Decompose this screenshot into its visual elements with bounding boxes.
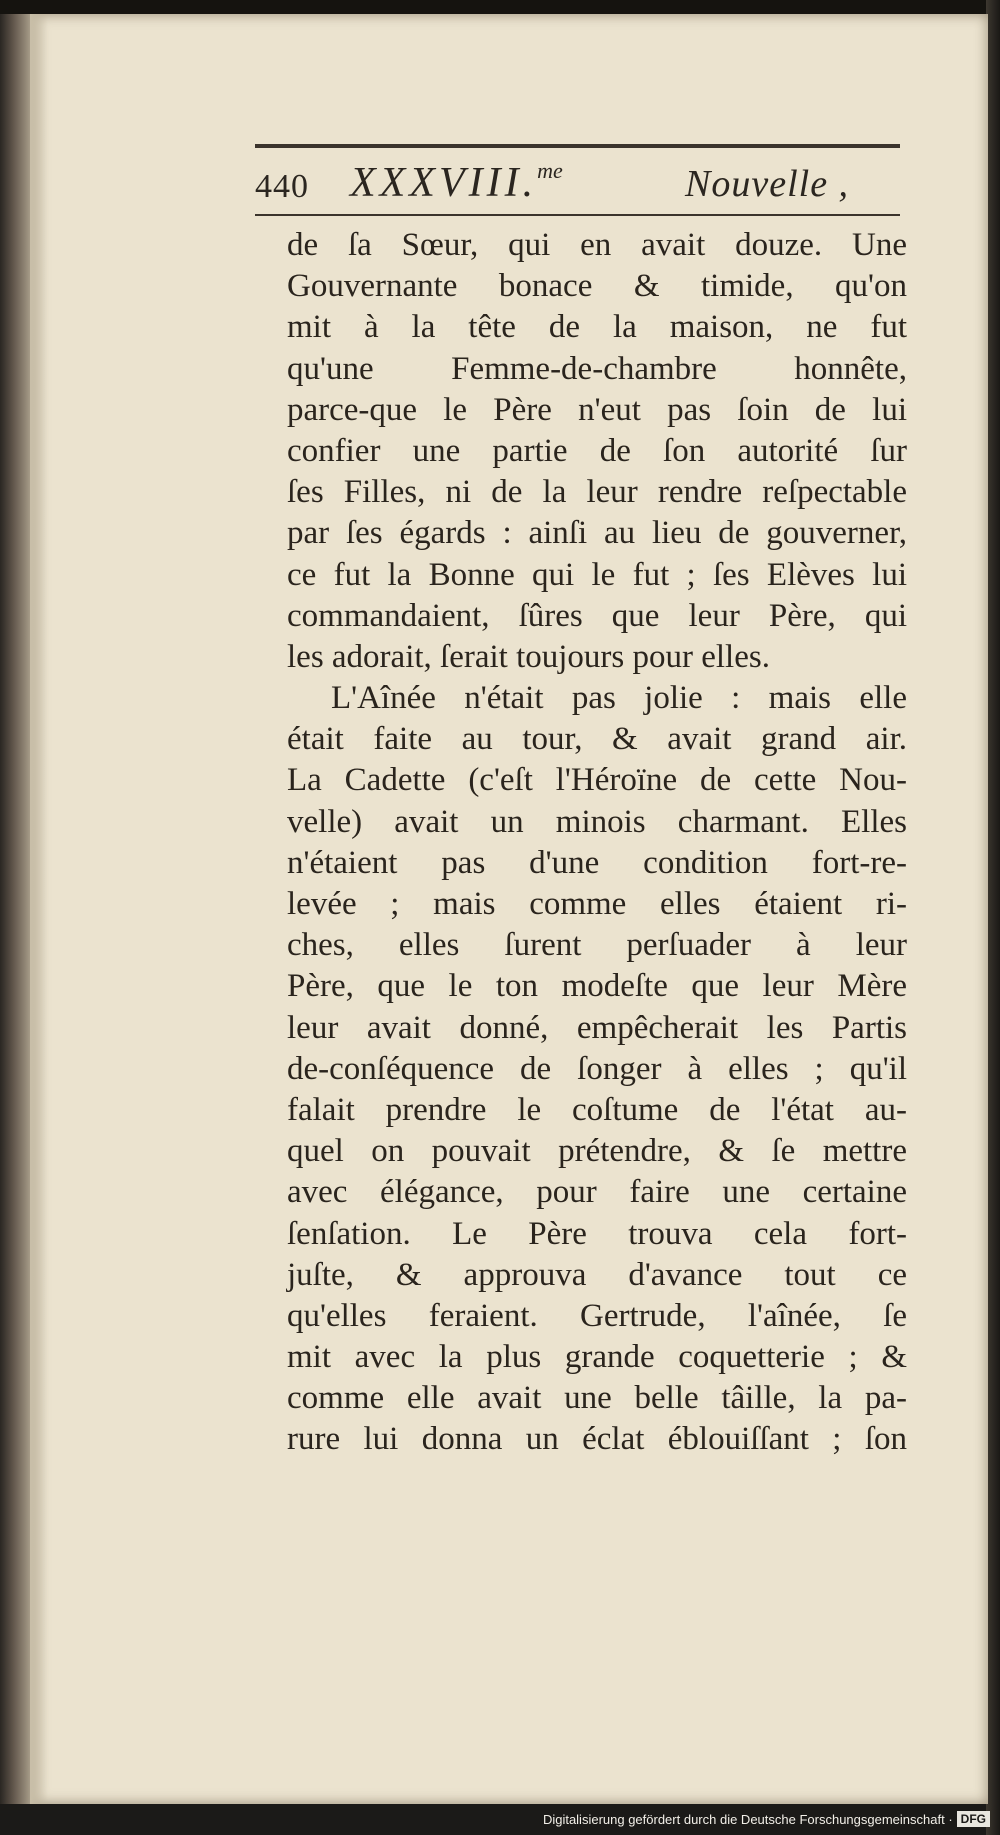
text-line: de ſa Sœur, qui en avait douze. Une — [287, 227, 907, 263]
body-text — [287, 225, 907, 1461]
text-line: n'étaient pas d'une condition fort-re- — [287, 844, 907, 881]
text-line: leur avait donné, empêcherait les Partis — [287, 1009, 907, 1046]
text-line: levée ; mais comme elles étaient ri- — [287, 886, 907, 922]
text-line: comme elle avait une belle tâille, la pa- — [287, 1380, 907, 1417]
text-line: ſes Filles, ni de la leur rendre reſpectable — [287, 474, 907, 511]
text-line: qu'elles feraient. Gertrude, l'aînée, ſe — [287, 1297, 907, 1334]
text-line: quel on pouvait prétendre, & ſe mettre — [287, 1133, 907, 1170]
text-line: mit à la tête de la maison, ne fut — [287, 309, 907, 346]
section-title: Nouvelle , — [685, 163, 850, 205]
text-line: rure lui donna un éclat éblouiſſant ; ſon — [287, 1421, 907, 1458]
text-line: falait prendre le coſtume de l'état au- — [287, 1091, 907, 1128]
book-binding — [0, 14, 34, 1804]
header-rule-bottom — [255, 214, 900, 216]
text-line: les adorait, ſerait toujours pour elles. — [287, 638, 770, 675]
text-line: La Cadette (c'eſt l'Héroïne de cette Nou- — [287, 762, 907, 799]
text-line: commandaient, ſûres que leur Père, qui — [287, 597, 907, 634]
text-line: parce-que le Père n'eut pas ſoin de lui — [287, 391, 907, 428]
text-line: confier une partie de ſon autorité ſur — [287, 432, 907, 469]
text-line: mit avec la plus grande coquetterie ; & — [287, 1339, 907, 1376]
dfg-logo: DFG — [957, 1811, 990, 1827]
text-line: ce fut la Bonne qui le fut ; ſes Elèves lui — [287, 556, 907, 593]
text-line: de-conſéquence de ſonger à elles ; qu'il — [287, 1050, 907, 1087]
funding-caption-text: Digitalisierung gefördert durch die Deutsche Forschungsgemeinschaft · — [542, 1812, 953, 1827]
funding-caption — [543, 1809, 990, 1831]
text-line: velle) avait un minois charmant. Elles — [287, 803, 907, 840]
page-number: 440 — [255, 168, 309, 205]
text-line: était faite au tour, & avait grand air. — [287, 721, 907, 758]
running-header — [255, 148, 895, 208]
scan-right-edge — [986, 0, 1000, 1835]
chapter-title — [350, 158, 563, 207]
text-line: ſenſation. Le Père trouva cela fort- — [287, 1215, 907, 1252]
text-line: qu'une Femme-de-chambre honnête, — [287, 350, 907, 387]
text-line: Père, que le ton modeſte que leur Mère — [287, 968, 907, 1005]
text-line: par ſes égards : ainſi au lieu de gouverner, — [287, 515, 907, 552]
chapter-ordinal-suffix: me — [537, 158, 563, 183]
chapter-numeral: XXXVIII. — [350, 160, 538, 206]
text-line: Gouvernante bonace & timide, qu'on — [287, 268, 907, 305]
text-line: ches, elles ſurent perſuader à leur — [287, 927, 907, 964]
text-line: L'Aînée n'était pas jolie : mais elle — [331, 680, 907, 717]
text-line: juſte, & approuva d'avance tout ce — [287, 1256, 907, 1293]
text-line: avec élégance, pour faire une certaine — [287, 1174, 907, 1211]
